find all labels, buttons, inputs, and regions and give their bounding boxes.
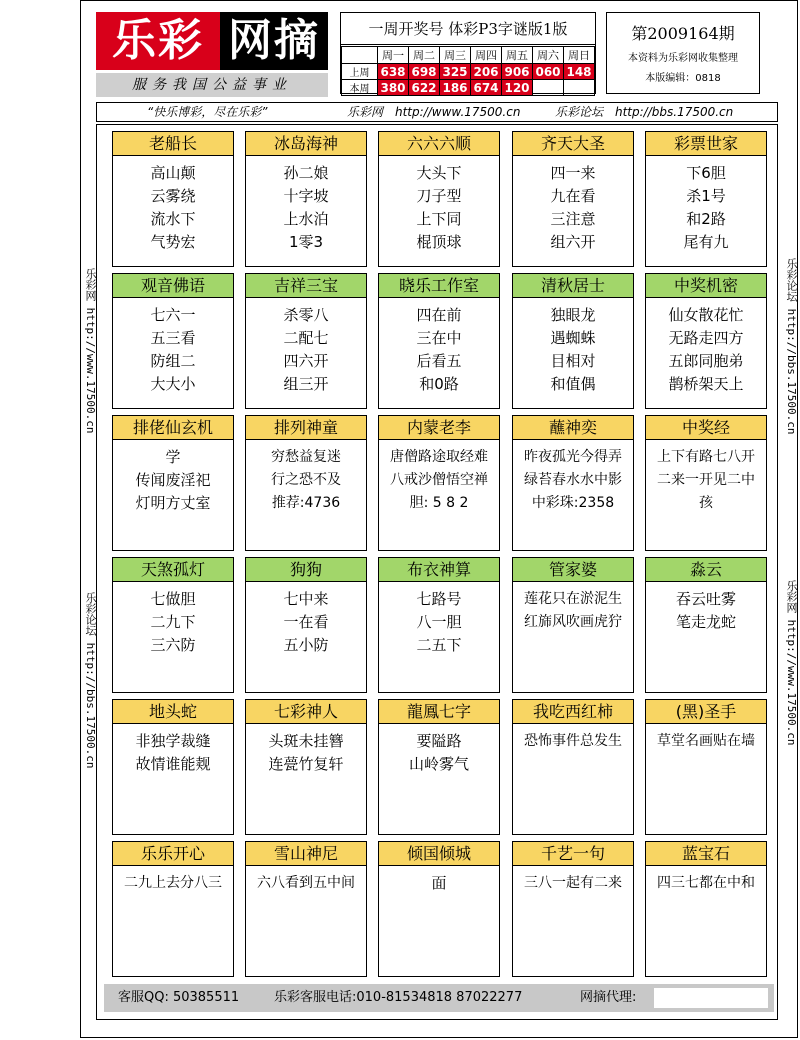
tip-line: 大头下 (416, 164, 462, 182)
tip-card (512, 131, 634, 267)
tip-line: 防组二 (150, 352, 196, 370)
tip-line: 穷愁益复迷 (271, 449, 341, 465)
tip-line: 上水泊 (283, 210, 329, 228)
tip-line: 胆: 5 8 2 (409, 495, 469, 511)
tip-card-title: 彩票世家 (646, 132, 766, 156)
last-week-label: 上周 (342, 64, 378, 80)
draw-table (341, 46, 595, 96)
site-name: 乐彩网 (347, 105, 384, 119)
tip-line: 七六一 (150, 306, 196, 324)
draw-number: 380 (378, 80, 409, 96)
tip-line: 故情谁能觌 (135, 755, 211, 773)
tip-card-body (379, 866, 499, 895)
tip-line: 莲花只在淤泥生 (524, 591, 622, 607)
tip-line: 高山颠 (150, 164, 196, 182)
tip-card-title: 布衣神算 (379, 558, 499, 582)
tip-line: 后看五 (416, 352, 462, 370)
tip-line: 二五下 (416, 636, 462, 654)
tip-line: 三八一起有二来 (524, 875, 622, 891)
tip-line: 传闻废淫祀 (135, 471, 211, 489)
footer (104, 984, 774, 1012)
tip-card (245, 131, 367, 267)
draw-number: 325 (440, 64, 471, 80)
weekly-draws (340, 12, 596, 94)
service-qq: 客服QQ: 50385511 (118, 990, 240, 1005)
tip-line: 行之恐不及 (271, 472, 341, 488)
draw-number: 622 (409, 80, 440, 96)
tip-card-title: 冰岛海神 (246, 132, 366, 156)
tip-card-body (379, 298, 499, 396)
tip-card (378, 699, 500, 835)
tip-card-title: 吉祥三宝 (246, 274, 366, 298)
tip-line: 二九上去分八三 (124, 875, 222, 891)
tip-line: 非独学裁缝 (135, 732, 211, 750)
weekday: 周三 (440, 47, 471, 64)
editor-note: 本版编辑：0818 (645, 73, 721, 84)
logo-left: 乐彩 (96, 12, 220, 70)
tip-card-title: 内蒙老李 (379, 416, 499, 440)
tip-card (112, 273, 234, 409)
tip-card (245, 557, 367, 693)
tip-line: 气势宏 (150, 233, 196, 251)
tip-line: 五郎同胞弟 (668, 352, 744, 370)
tip-card-title: 晓乐工作室 (379, 274, 499, 298)
service-phone: 乐彩客服电话:010-81534818 87022277 (274, 990, 523, 1005)
tip-line: 二九下 (150, 613, 196, 631)
tip-card-title: 我吃西红柿 (513, 700, 633, 724)
tip-line: 恐怖事件总发生 (524, 733, 622, 749)
tip-card-body (513, 440, 633, 515)
tip-line: 四在前 (416, 306, 462, 324)
tip-card (245, 415, 367, 551)
tip-card (645, 699, 767, 835)
side-text-right-top: 乐彩论坛 http://bbs.17500.cn (785, 258, 798, 435)
tip-card (512, 415, 634, 551)
tip-line: 仙女散花忙 (668, 306, 744, 324)
agent-label: 网摘代理: (580, 990, 637, 1005)
this-week-row (342, 80, 595, 96)
tip-card-body (646, 156, 766, 254)
tip-line: 七中来 (283, 590, 329, 608)
tip-card-body (646, 440, 766, 515)
logo-right: 网摘 (220, 12, 328, 70)
corner-cell (342, 47, 378, 64)
tip-card-body (379, 582, 499, 657)
tip-line: 流水下 (150, 210, 196, 228)
tip-line: 山岭雾气 (408, 755, 469, 773)
tip-line: 目相对 (550, 352, 596, 370)
side-text-right-bottom: 乐彩网 http://www.17500.cn (785, 580, 798, 746)
tip-line: 组六开 (550, 233, 596, 251)
draw-number: 638 (378, 64, 409, 80)
tip-line: 连甍竹复轩 (268, 755, 344, 773)
tip-card-title: 雪山神尼 (246, 842, 366, 866)
tip-line: 面 (431, 874, 447, 892)
tip-card-body (246, 866, 366, 895)
tip-line: 和2路 (686, 210, 726, 228)
tip-line: 大大小 (150, 375, 196, 393)
draw-number: 674 (471, 80, 502, 96)
side-text-left-top: 乐彩网 http://www.17500.cn (84, 268, 97, 434)
tip-card-body (246, 724, 366, 776)
weekday: 周五 (502, 47, 533, 64)
tip-card (378, 131, 500, 267)
tip-card (645, 841, 767, 977)
forum-name: 乐彩论坛 (555, 105, 604, 119)
tip-card (245, 273, 367, 409)
draw-number: 206 (471, 64, 502, 80)
tip-line: 要隘路 (416, 732, 462, 750)
issue-box (606, 12, 760, 94)
this-week-label: 本周 (342, 80, 378, 96)
tip-line: 孩 (699, 495, 713, 511)
tip-card-body (646, 582, 766, 634)
logo (96, 12, 328, 72)
tip-card-body (246, 298, 366, 396)
collect-note: 本资料为乐彩网收集整理 (628, 53, 738, 64)
tip-line: 杀1号 (686, 187, 726, 205)
tip-card (245, 841, 367, 977)
draw-number: 120 (502, 80, 533, 96)
tip-line: 二来一开见二中 (657, 472, 755, 488)
agent-field (654, 988, 768, 1008)
tip-card (378, 273, 500, 409)
weekday-row (342, 47, 595, 64)
tip-card-title: 六六六顺 (379, 132, 499, 156)
tip-card-title: 地头蛇 (113, 700, 233, 724)
tip-line: 八一胆 (416, 613, 462, 631)
tip-card-body (646, 298, 766, 396)
tip-line: 四六开 (283, 352, 329, 370)
tip-line: 遇蜘蛛 (550, 329, 596, 347)
tip-line: 十字坡 (283, 187, 329, 205)
motto: “快乐博彩，尽在乐彩” (147, 105, 268, 119)
tip-card (378, 557, 500, 693)
url-bar (96, 102, 778, 122)
weekday: 周四 (471, 47, 502, 64)
side-text-left-bottom: 乐彩论坛 http://bbs.17500.cn (84, 592, 97, 769)
tip-line: 上下有路七八开 (657, 449, 755, 465)
tip-card-title: 观音佛语 (113, 274, 233, 298)
tip-line: 1零3 (288, 233, 324, 251)
tip-line: 头斑未挂簪 (268, 732, 344, 750)
draw-number: 148 (564, 64, 595, 80)
tip-line: 杀零八 (283, 306, 329, 324)
tip-card-body (379, 156, 499, 254)
tip-card (378, 841, 500, 977)
tip-line: 和0路 (419, 375, 459, 393)
tip-card-body (113, 298, 233, 396)
tip-card-title: 中奖经 (646, 416, 766, 440)
tip-card-title: (黑)圣手 (646, 700, 766, 724)
tip-line: 六八看到五中间 (257, 875, 355, 891)
tip-card-title: 管家婆 (513, 558, 633, 582)
weekday: 周二 (409, 47, 440, 64)
tip-card-title: 淼云 (646, 558, 766, 582)
tip-line: 三六防 (150, 636, 196, 654)
tip-line: 学 (165, 448, 181, 466)
tip-card-title: 千艺一句 (513, 842, 633, 866)
tip-card-body (379, 724, 499, 776)
tip-line: 一在看 (283, 613, 329, 631)
tip-card (645, 415, 767, 551)
tip-card-body (513, 582, 633, 634)
draw-number-empty (564, 80, 595, 96)
weekday: 周日 (564, 47, 595, 64)
tip-card-body (246, 156, 366, 254)
tip-line: 九在看 (550, 187, 596, 205)
tip-line: 四三七都在中和 (657, 875, 755, 891)
tip-card-title: 中奖机密 (646, 274, 766, 298)
tip-line: 独眼龙 (550, 306, 596, 324)
tip-card (112, 699, 234, 835)
issue-number: 第2009164期 (631, 24, 735, 43)
tip-card-title: 七彩神人 (246, 700, 366, 724)
draw-number: 698 (409, 64, 440, 80)
tip-line: 七路号 (416, 590, 462, 608)
tip-card-title: 天煞孤灯 (113, 558, 233, 582)
tip-card-body (513, 298, 633, 396)
tip-card-body (113, 724, 233, 776)
tip-line: 红旆风吹画虎狞 (524, 614, 622, 630)
tip-line: 鹊桥架天上 (668, 375, 744, 393)
tip-card-body (379, 440, 499, 515)
tip-line: 上下同 (416, 210, 462, 228)
tip-line: 二配七 (283, 329, 329, 347)
weekday: 周一 (378, 47, 409, 64)
tip-card-title: 老船长 (113, 132, 233, 156)
tip-card-title: 龍鳳七字 (379, 700, 499, 724)
tip-line: 和值偶 (550, 375, 596, 393)
draw-number: 186 (440, 80, 471, 96)
tip-card (112, 131, 234, 267)
tip-line: 四一来 (550, 164, 596, 182)
tip-card-title: 齐天大圣 (513, 132, 633, 156)
tip-card-body (646, 724, 766, 753)
tip-card-title: 狗狗 (246, 558, 366, 582)
tip-line: 五小防 (283, 636, 329, 654)
tip-line: 吞云吐雾 (675, 590, 736, 608)
tip-card (645, 557, 767, 693)
tip-card (512, 841, 634, 977)
tip-card-body (646, 866, 766, 895)
tip-line: 尾有九 (683, 233, 729, 251)
forum-url-link[interactable]: http://bbs.17500.cn (615, 105, 734, 119)
tip-line: 绿苔春水水中影 (524, 472, 622, 488)
slogan: 服务我国公益事业 (96, 73, 328, 97)
site-url-link[interactable]: http://www.17500.cn (395, 105, 521, 119)
tip-card-body (246, 440, 366, 515)
tip-card-body (513, 724, 633, 753)
tip-card-title: 排列神童 (246, 416, 366, 440)
tip-line: 三在中 (416, 329, 462, 347)
tip-card (112, 557, 234, 693)
tip-card (112, 415, 234, 551)
tip-line: 八戒沙僧悟空禅 (390, 472, 488, 488)
last-week-row (342, 64, 595, 80)
tip-card (512, 699, 634, 835)
tip-line: 组三开 (283, 375, 329, 393)
tip-line: 七做胆 (150, 590, 196, 608)
tip-line: 中彩珠:2358 (531, 495, 615, 511)
tip-card (512, 273, 634, 409)
tip-line: 推荐:4736 (271, 495, 341, 511)
tip-line: 五三看 (150, 329, 196, 347)
tip-card-title: 清秋居士 (513, 274, 633, 298)
tip-card-title: 倾国倾城 (379, 842, 499, 866)
tip-line: 笔走龙蛇 (675, 613, 736, 631)
tip-line: 昨夜孤光今得弄 (524, 449, 622, 465)
tip-card-body (113, 866, 233, 895)
weekday: 周六 (533, 47, 564, 64)
tip-line: 唐僧路途取经难 (390, 449, 488, 465)
tip-card-body (513, 156, 633, 254)
tip-card (245, 699, 367, 835)
tip-card-body (513, 866, 633, 895)
tip-card-title: 排佬仙玄机 (113, 416, 233, 440)
draw-number: 060 (533, 64, 564, 80)
tip-card-body (113, 156, 233, 254)
tip-line: 棍顶球 (416, 233, 462, 251)
tip-line: 刀子型 (416, 187, 462, 205)
tip-line: 草堂名画贴在墙 (657, 733, 755, 749)
tip-card-body (113, 582, 233, 657)
draw-number: 906 (502, 64, 533, 80)
tip-card (645, 131, 767, 267)
tip-card-title: 蓝宝石 (646, 842, 766, 866)
tip-card (645, 273, 767, 409)
tip-line: 孙二娘 (283, 164, 329, 182)
tip-card (378, 415, 500, 551)
tip-line: 灯明方丈室 (135, 494, 211, 512)
draw-title: 一周开奖号 体彩P3字谜版1版 (341, 13, 595, 45)
tip-line: 下6胆 (686, 164, 726, 182)
tip-card-body (246, 582, 366, 657)
tip-card-title: 乐乐开心 (113, 842, 233, 866)
tip-card (112, 841, 234, 977)
tip-line: 三注意 (550, 210, 596, 228)
tip-line: 云雾绕 (150, 187, 196, 205)
draw-number-empty (533, 80, 564, 96)
tip-line: 无路走四方 (668, 329, 744, 347)
tip-card-title: 蘸神奕 (513, 416, 633, 440)
tip-card (512, 557, 634, 693)
tip-card-body (113, 440, 233, 515)
